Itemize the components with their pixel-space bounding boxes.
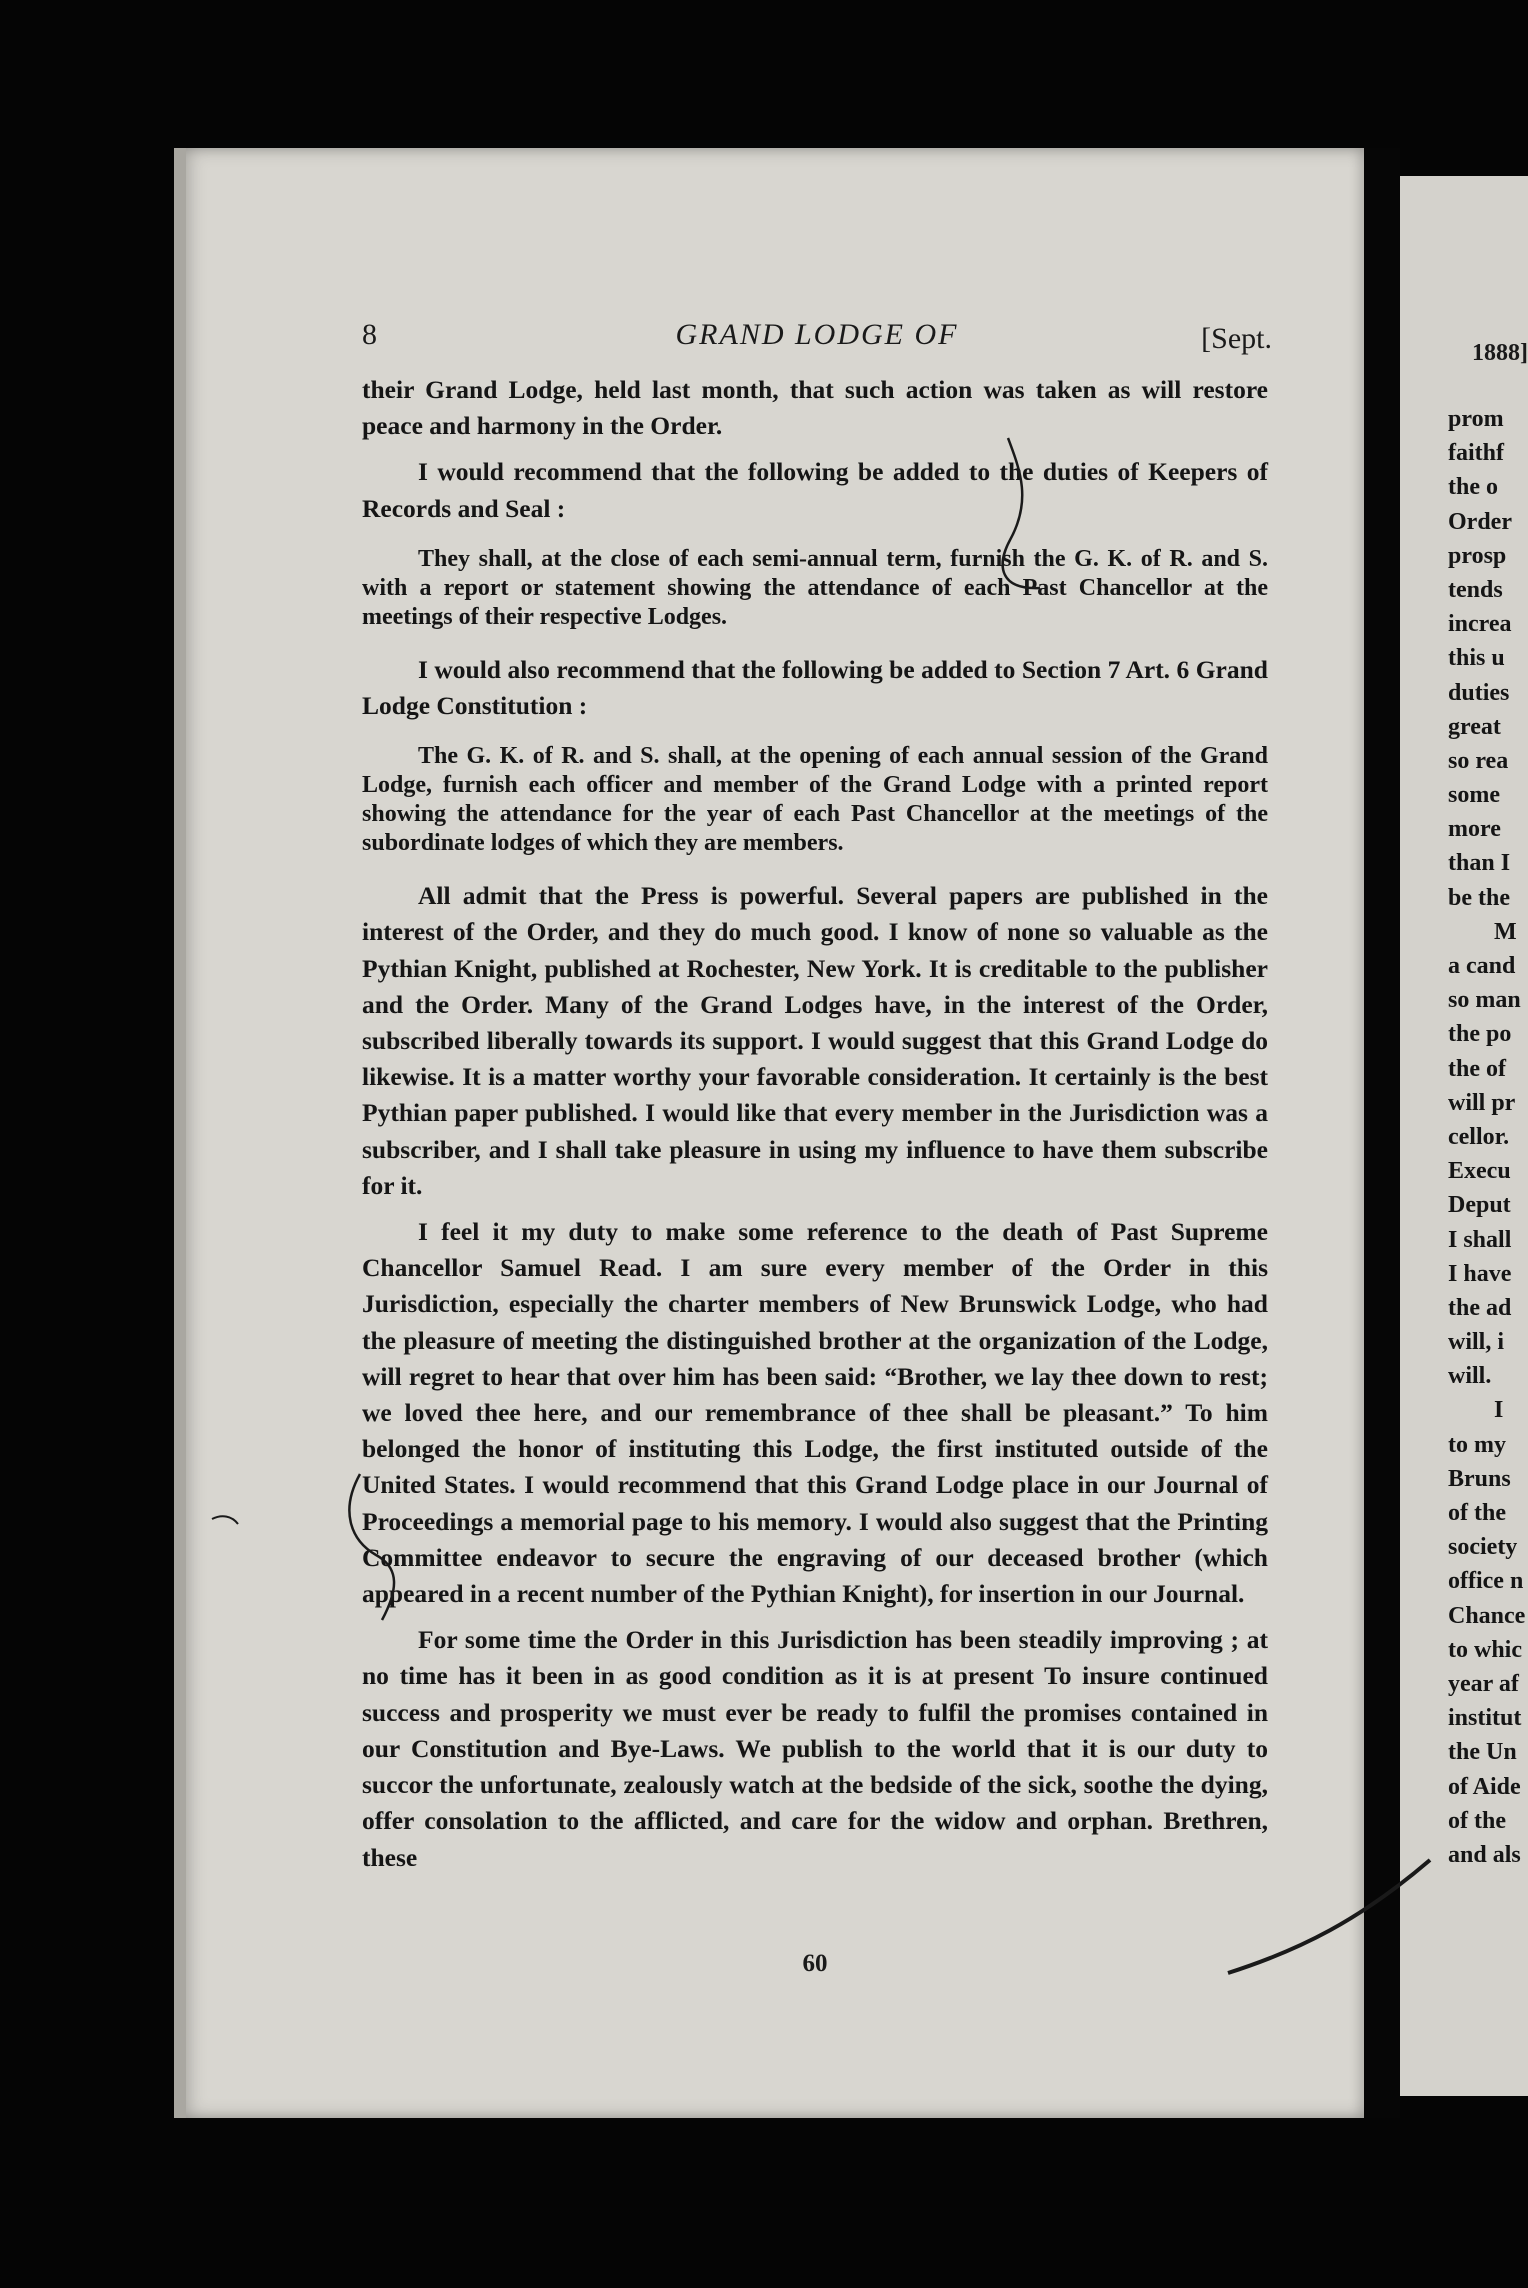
right-page-line: of Aide <box>1448 1773 1521 1800</box>
right-page-line: cellor. <box>1448 1123 1510 1150</box>
right-page-line: M <box>1494 918 1517 945</box>
right-page-line: office n <box>1448 1568 1524 1595</box>
right-page-line: more <box>1448 816 1501 843</box>
right-page-line: Deput <box>1448 1192 1511 1219</box>
right-page-line: increa <box>1448 611 1512 638</box>
right-page-line: prom <box>1448 406 1504 432</box>
running-head <box>362 318 1272 358</box>
right-page-line: year af <box>1448 1670 1519 1697</box>
right-page-line: to my <box>1448 1431 1506 1458</box>
right-page-line: great <box>1448 713 1501 740</box>
right-page-line: a cand <box>1448 953 1516 979</box>
right-page-line: society <box>1448 1534 1518 1561</box>
right-page-line: prosp <box>1448 542 1507 569</box>
right-page-line: I <box>1494 1397 1504 1424</box>
right-page-line: the po <box>1448 1021 1512 1048</box>
right-page-line: of the <box>1448 1500 1506 1526</box>
right-page-line: will pr <box>1448 1089 1516 1116</box>
folio: 60 <box>802 1950 828 1977</box>
paragraph: I feel it my duty to make some reference to the death of Past Supreme Chancellor Samuel Read. I am sure every member of the Order in this Jurisdiction, especially the charter members of New Brunswick Lodge, who had the pleasure of meeting the distinguished brother at the organization of the Lodge, will regret to hear that over him has been said: “Brother, we lay thee down to rest; we loved thee here, and our remembrance of thee shall be pleasant.” To him belonged the honor of instituting this Lodge, the first instituted outside of the United States. I would recommend that this Grand Lodge place in our Journal of Proceedings a memorial page to his memory. I would also suggest that the Printing Committee endeavor to secure the engraving of our deceased brother (which appeared in a recent number of the Pythian Knight), for insertion in our Journal. <box>362 1217 1268 1609</box>
right-page-line: Bruns <box>1448 1465 1511 1492</box>
right-page-line: duties <box>1448 679 1510 706</box>
running-title: GRAND LODGE OF <box>675 318 959 351</box>
page-edge <box>174 148 186 2118</box>
paragraph: their Grand Lodge, held last month, that such action was taken as will restore peace and harmony in the Order. <box>362 375 1268 441</box>
right-page-line: I shall <box>1448 1226 1512 1253</box>
right-page-line: of the <box>1448 1807 1506 1834</box>
right-page-line: Execu <box>1448 1158 1511 1185</box>
paragraph: For some time the Order in this Jurisdiction has been steadily improving ; at no time has it been in as good condition as it is at present To insure continued success and prosperity we must ever be ready to fulfil the promises contained in our Constitution and Bye-Laws. We publish to the world that it is our duty to succor the unfortunate, zealously watch at the bedside of the sick, soothe the dying, offer consolation to the afflicted, and care for the widow and orphan. Brethren, these <box>362 1625 1268 1872</box>
right-page-line: some <box>1448 782 1500 809</box>
right-page-line: to whic <box>1448 1636 1522 1663</box>
right-page-line: be the <box>1448 884 1510 911</box>
right-running-head: 1888] <box>1472 340 1528 366</box>
paragraph: All admit that the Press is powerful. Several papers are published in the interest of the Order, and they do much good. I know of none so valuable as the Pythian Knight, published at Rochester, New York. It is creditable to the publisher and the Order. Many of the Grand Lodges have, in the interest of the Order, subscribed liberally towards its support. I would suggest that this Grand Lodge do likewise. It is a matter worthy your favorable consideration. It certainly is the best Pythian paper published. I would like that every member in the Jurisdiction was a subscriber, and I shall take pleasure in using my influence to have them subscribe for it. <box>362 881 1268 1200</box>
right-page-line: so rea <box>1448 747 1509 774</box>
paragraph: I would also recommend that the following be added to Section 7 Art. 6 Grand Lodge Constitution : <box>362 654 1268 721</box>
right-page-line: this u <box>1448 645 1505 672</box>
running-date: [Sept. <box>1201 322 1272 355</box>
right-page-column <box>1448 402 1528 1872</box>
right-page-line: I have <box>1448 1260 1512 1287</box>
page-number: 8 <box>362 318 377 351</box>
paragraph: I would recommend that the following be added to the duties of Keepers of Records and Seal : <box>362 457 1268 523</box>
right-page-line: Order <box>1448 508 1512 535</box>
quoted-provision: They shall, at the close of each semi-annual term, furnish the G. K. of R. and S. with a report or statement showing the attendance of each Past Chancellor at the meetings of their respective Lodges. <box>362 545 1268 630</box>
right-page-line: will, i <box>1448 1329 1505 1356</box>
right-page-line: the o <box>1448 474 1498 501</box>
right-page-line: Chance <box>1448 1602 1526 1629</box>
right-page-line: and als <box>1448 1841 1521 1868</box>
right-page-line: institut <box>1448 1705 1522 1732</box>
gutter <box>1364 148 1400 2118</box>
right-page-line: tends <box>1448 576 1503 603</box>
right-page-line: so man <box>1448 987 1521 1014</box>
right-page-line: the of <box>1448 1055 1506 1082</box>
right-page-line: faithf <box>1448 440 1504 467</box>
right-page-line: than I <box>1448 850 1511 877</box>
quoted-provision: The G. K. of R. and S. shall, at the opening of each annual session of the Grand Lodge, furnish each officer and member of the Grand Lodge with a printed report showing the attendance for the year of each Past Chancellor at the meetings of the subordinate lodges of which they are members. <box>362 743 1268 857</box>
right-page-line: the Un <box>1448 1739 1517 1766</box>
body-text <box>362 372 1268 1886</box>
right-page-line: will. <box>1448 1363 1492 1390</box>
right-page-line: the ad <box>1448 1294 1512 1321</box>
